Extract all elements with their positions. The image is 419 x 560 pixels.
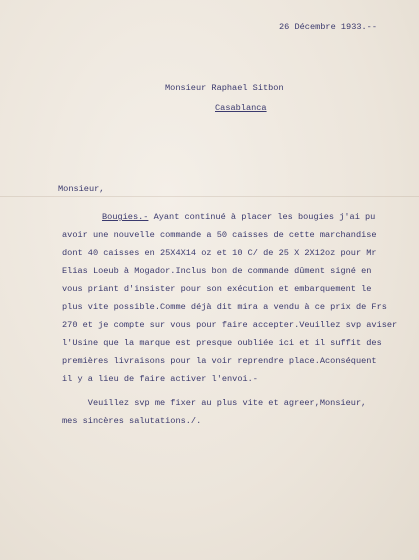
paper-fold-line — [0, 196, 419, 197]
letter-line-10: il y a lieu de faire activer l'envoi.- — [62, 374, 258, 384]
recipient-city: Casablanca — [215, 103, 267, 113]
subject-label: Bougies.- — [102, 212, 149, 222]
letter-line-7: 270 et je compte sur vous pour faire accepter.Veuillez svp aviser — [62, 320, 398, 330]
recipient-name: Monsieur Raphael Sitbon — [165, 83, 284, 93]
letter-line-6: plus vite possible.Comme déjà dit mira a vendu à ce prix de Frs — [62, 302, 387, 312]
letter-line-11: Veuillez svp me fixer au plus vite et agreer,Monsieur, — [62, 398, 367, 408]
letter-line-2: avoir une nouvelle commande a 50 caisses de cette marchandise — [62, 230, 377, 240]
salutation: Monsieur, — [58, 184, 105, 194]
letter-line-9: premières livraisons pour la voir reprendre place.Aconséquent — [62, 356, 377, 366]
letter-line-12: mes sincères salutations./. — [62, 416, 202, 426]
letter-line-3: dont 40 caisses en 25X4X14 oz et 10 C/ de 25 X 2X12oz pour Mr — [62, 248, 377, 258]
letter-line-1-text: Ayant continué à placer les bougies j'ai pu — [148, 212, 376, 222]
letter-date: 26 Décembre 1933.-- — [279, 22, 377, 32]
letter-line-5: vous priant d'insister pour son exécution et embarquement le — [62, 284, 372, 294]
letter-line-4: Elias Loeub à Mogador.Inclus bon de commande dûment signé en — [62, 266, 372, 276]
letter-line-8: l'Usine que la marque est presque oubliée ici et il suffit des — [62, 338, 382, 348]
letter-line-1 — [102, 212, 375, 222]
